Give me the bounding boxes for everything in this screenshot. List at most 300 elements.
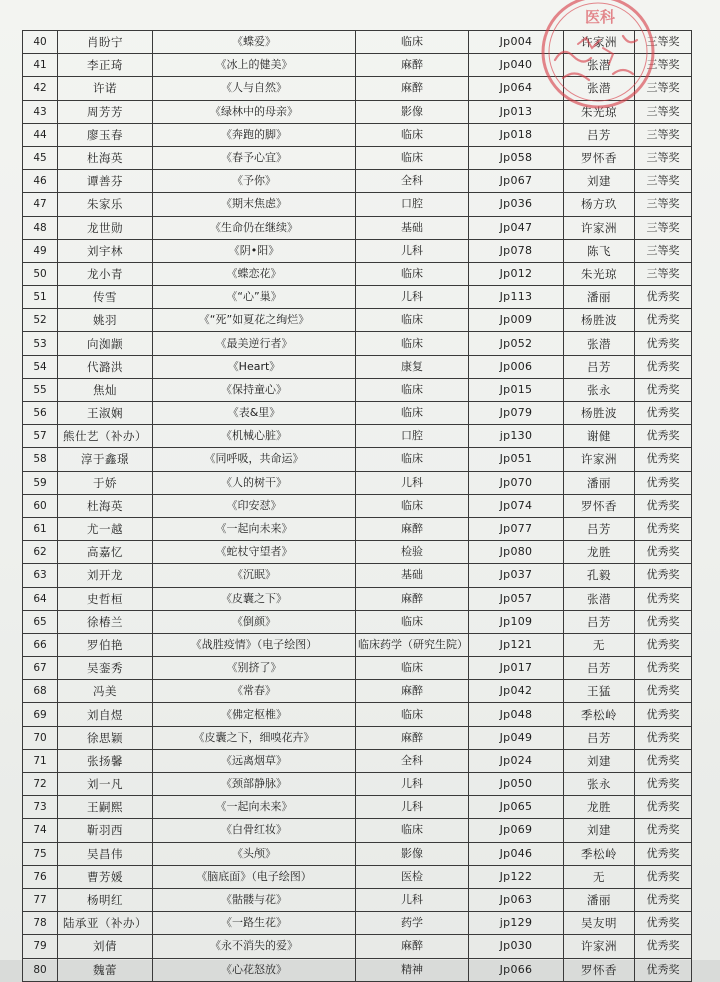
work-title-cell: 《人与自然》 xyxy=(153,77,356,100)
table-row xyxy=(23,31,692,54)
student-name-cell: 朱家乐 xyxy=(58,193,153,216)
advisor-name-cell: 刘建 xyxy=(564,819,635,842)
award-level-cell: 三等奖 xyxy=(635,54,692,77)
row-number-cell: 73 xyxy=(23,796,58,819)
work-code-cell: Jp078 xyxy=(469,239,564,262)
department-cell: 医检 xyxy=(356,865,469,888)
row-number-cell: 74 xyxy=(23,819,58,842)
award-table-body xyxy=(23,31,692,982)
department-cell: 全科 xyxy=(356,170,469,193)
award-level-cell: 优秀奖 xyxy=(635,958,692,981)
department-cell: 临床 xyxy=(356,819,469,842)
work-code-cell: Jp047 xyxy=(469,216,564,239)
work-title-cell: 《Heart》 xyxy=(153,355,356,378)
advisor-name-cell: 杨方玖 xyxy=(564,193,635,216)
table-row xyxy=(23,888,692,911)
student-name-cell: 刘开龙 xyxy=(58,564,153,587)
work-title-cell: 《春予心宜》 xyxy=(153,146,356,169)
department-cell: 临床 xyxy=(356,402,469,425)
row-number-cell: 59 xyxy=(23,471,58,494)
award-level-cell: 优秀奖 xyxy=(635,425,692,448)
advisor-name-cell: 杨胜波 xyxy=(564,309,635,332)
table-row xyxy=(23,471,692,494)
work-code-cell: Jp121 xyxy=(469,633,564,656)
table-row xyxy=(23,262,692,285)
row-number-cell: 79 xyxy=(23,935,58,958)
advisor-name-cell: 张潜 xyxy=(564,77,635,100)
student-name-cell: 龙世勋 xyxy=(58,216,153,239)
work-title-cell: 《机械心脏》 xyxy=(153,425,356,448)
student-name-cell: 靳羽西 xyxy=(58,819,153,842)
department-cell: 临床 xyxy=(356,448,469,471)
work-title-cell: 《倒颜》 xyxy=(153,610,356,633)
award-level-cell: 优秀奖 xyxy=(635,912,692,935)
work-code-cell: Jp050 xyxy=(469,773,564,796)
award-level-cell: 优秀奖 xyxy=(635,541,692,564)
row-number-cell: 72 xyxy=(23,773,58,796)
award-level-cell: 优秀奖 xyxy=(635,796,692,819)
award-table xyxy=(22,30,692,982)
work-title-cell: 《印安怼》 xyxy=(153,494,356,517)
work-code-cell: Jp051 xyxy=(469,448,564,471)
advisor-name-cell: 吕芳 xyxy=(564,355,635,378)
row-number-cell: 43 xyxy=(23,100,58,123)
advisor-name-cell: 许家洲 xyxy=(564,216,635,239)
work-code-cell: Jp109 xyxy=(469,610,564,633)
department-cell: 影像 xyxy=(356,100,469,123)
table-row xyxy=(23,378,692,401)
work-code-cell: Jp070 xyxy=(469,471,564,494)
table-row xyxy=(23,425,692,448)
advisor-name-cell: 龙胜 xyxy=(564,796,635,819)
work-title-cell: 《蛇杖守望者》 xyxy=(153,541,356,564)
student-name-cell: 张扬馨 xyxy=(58,749,153,772)
student-name-cell: 许诺 xyxy=(58,77,153,100)
table-row xyxy=(23,216,692,239)
student-name-cell: 吴昌伟 xyxy=(58,842,153,865)
work-code-cell: Jp065 xyxy=(469,796,564,819)
department-cell: 临床 xyxy=(356,703,469,726)
row-number-cell: 42 xyxy=(23,77,58,100)
advisor-name-cell: 张潜 xyxy=(564,587,635,610)
student-name-cell: 刘一凡 xyxy=(58,773,153,796)
student-name-cell: 传雪 xyxy=(58,286,153,309)
award-level-cell: 优秀奖 xyxy=(635,378,692,401)
work-title-cell: 《予你》 xyxy=(153,170,356,193)
award-level-cell: 三等奖 xyxy=(635,216,692,239)
award-level-cell: 优秀奖 xyxy=(635,309,692,332)
department-cell: 检验 xyxy=(356,541,469,564)
student-name-cell: 吴銮秀 xyxy=(58,657,153,680)
student-name-cell: 淳于鑫璟 xyxy=(58,448,153,471)
department-cell: 儿科 xyxy=(356,239,469,262)
award-level-cell: 优秀奖 xyxy=(635,564,692,587)
table-row xyxy=(23,494,692,517)
advisor-name-cell: 孔毅 xyxy=(564,564,635,587)
table-row xyxy=(23,773,692,796)
row-number-cell: 41 xyxy=(23,54,58,77)
student-name-cell: 向洳颛 xyxy=(58,332,153,355)
department-cell: 临床 xyxy=(356,262,469,285)
table-row xyxy=(23,912,692,935)
student-name-cell: 谭善芬 xyxy=(58,170,153,193)
table-row xyxy=(23,796,692,819)
advisor-name-cell: 刘建 xyxy=(564,749,635,772)
row-number-cell: 54 xyxy=(23,355,58,378)
work-code-cell: Jp046 xyxy=(469,842,564,865)
work-code-cell: Jp030 xyxy=(469,935,564,958)
advisor-name-cell: 张永 xyxy=(564,378,635,401)
stamp-text: 医科 xyxy=(585,8,616,26)
work-code-cell: Jp074 xyxy=(469,494,564,517)
advisor-name-cell: 季松岭 xyxy=(564,703,635,726)
award-level-cell: 优秀奖 xyxy=(635,657,692,680)
work-code-cell: Jp013 xyxy=(469,100,564,123)
table-row xyxy=(23,123,692,146)
work-title-cell: 《奔跑的脚》 xyxy=(153,123,356,146)
department-cell: 康复 xyxy=(356,355,469,378)
student-name-cell: 代潞洪 xyxy=(58,355,153,378)
department-cell: 麻醉 xyxy=(356,587,469,610)
department-cell: 麻醉 xyxy=(356,726,469,749)
award-level-cell: 优秀奖 xyxy=(635,749,692,772)
work-title-cell: 《保持童心》 xyxy=(153,378,356,401)
table-row xyxy=(23,680,692,703)
award-level-cell: 优秀奖 xyxy=(635,355,692,378)
award-level-cell: 三等奖 xyxy=(635,262,692,285)
work-code-cell: jp129 xyxy=(469,912,564,935)
advisor-name-cell: 罗怀香 xyxy=(564,958,635,981)
table-row xyxy=(23,355,692,378)
row-number-cell: 65 xyxy=(23,610,58,633)
row-number-cell: 52 xyxy=(23,309,58,332)
table-row xyxy=(23,54,692,77)
table-row xyxy=(23,100,692,123)
table-row xyxy=(23,77,692,100)
table-row xyxy=(23,193,692,216)
table-row xyxy=(23,819,692,842)
work-title-cell: 《一路生花》 xyxy=(153,912,356,935)
student-name-cell: 于娇 xyxy=(58,471,153,494)
row-number-cell: 67 xyxy=(23,657,58,680)
table-row xyxy=(23,309,692,332)
work-title-cell: 《常春》 xyxy=(153,680,356,703)
row-number-cell: 53 xyxy=(23,332,58,355)
award-table-container xyxy=(22,30,691,982)
work-title-cell: 《骷髅与花》 xyxy=(153,888,356,911)
table-row xyxy=(23,657,692,680)
work-title-cell: 《同呼吸，共命运》 xyxy=(153,448,356,471)
student-name-cell: 肖盼宁 xyxy=(58,31,153,54)
work-title-cell: 《一起向未来》 xyxy=(153,517,356,540)
table-row xyxy=(23,402,692,425)
student-name-cell: 陆承亚（补办） xyxy=(58,912,153,935)
student-name-cell: 王嗣熙 xyxy=(58,796,153,819)
work-title-cell: 《最美逆行者》 xyxy=(153,332,356,355)
award-level-cell: 优秀奖 xyxy=(635,633,692,656)
student-name-cell: 姚羽 xyxy=(58,309,153,332)
student-name-cell: 龙小青 xyxy=(58,262,153,285)
work-code-cell: Jp052 xyxy=(469,332,564,355)
row-number-cell: 57 xyxy=(23,425,58,448)
table-row xyxy=(23,749,692,772)
student-name-cell: 魏蕾 xyxy=(58,958,153,981)
award-level-cell: 三等奖 xyxy=(635,77,692,100)
department-cell: 临床 xyxy=(356,494,469,517)
award-level-cell: 优秀奖 xyxy=(635,610,692,633)
row-number-cell: 44 xyxy=(23,123,58,146)
advisor-name-cell: 罗怀香 xyxy=(564,494,635,517)
student-name-cell: 史哲桓 xyxy=(58,587,153,610)
work-code-cell: Jp069 xyxy=(469,819,564,842)
work-title-cell: 《表&里》 xyxy=(153,402,356,425)
table-row xyxy=(23,633,692,656)
award-level-cell: 优秀奖 xyxy=(635,286,692,309)
advisor-name-cell: 张潜 xyxy=(564,332,635,355)
work-title-cell: 《“死”如夏花之绚烂》 xyxy=(153,309,356,332)
work-code-cell: Jp017 xyxy=(469,657,564,680)
table-row xyxy=(23,448,692,471)
work-code-cell: Jp067 xyxy=(469,170,564,193)
row-number-cell: 48 xyxy=(23,216,58,239)
work-code-cell: Jp009 xyxy=(469,309,564,332)
work-title-cell: 《脑底面》（电子绘图） xyxy=(153,865,356,888)
row-number-cell: 56 xyxy=(23,402,58,425)
student-name-cell: 杨明红 xyxy=(58,888,153,911)
advisor-name-cell: 张潜 xyxy=(564,54,635,77)
advisor-name-cell: 潘丽 xyxy=(564,471,635,494)
award-level-cell: 优秀奖 xyxy=(635,448,692,471)
advisor-name-cell: 龙胜 xyxy=(564,541,635,564)
work-code-cell: Jp063 xyxy=(469,888,564,911)
row-number-cell: 78 xyxy=(23,912,58,935)
advisor-name-cell: 谢健 xyxy=(564,425,635,448)
department-cell: 临床 xyxy=(356,378,469,401)
award-level-cell: 三等奖 xyxy=(635,170,692,193)
department-cell: 儿科 xyxy=(356,471,469,494)
advisor-name-cell: 王猛 xyxy=(564,680,635,703)
student-name-cell: 廖玉春 xyxy=(58,123,153,146)
row-number-cell: 64 xyxy=(23,587,58,610)
table-row xyxy=(23,958,692,981)
row-number-cell: 75 xyxy=(23,842,58,865)
work-code-cell: Jp066 xyxy=(469,958,564,981)
work-title-cell: 《头颅》 xyxy=(153,842,356,865)
department-cell: 麻醉 xyxy=(356,935,469,958)
row-number-cell: 45 xyxy=(23,146,58,169)
student-name-cell: 曹芳媛 xyxy=(58,865,153,888)
work-code-cell: Jp122 xyxy=(469,865,564,888)
student-name-cell: 王淑娴 xyxy=(58,402,153,425)
row-number-cell: 51 xyxy=(23,286,58,309)
work-title-cell: 《颈部静脉》 xyxy=(153,773,356,796)
department-cell: 儿科 xyxy=(356,773,469,796)
table-row xyxy=(23,564,692,587)
advisor-name-cell: 无 xyxy=(564,865,635,888)
award-level-cell: 优秀奖 xyxy=(635,517,692,540)
row-number-cell: 40 xyxy=(23,31,58,54)
department-cell: 口腔 xyxy=(356,193,469,216)
advisor-name-cell: 朱光琼 xyxy=(564,262,635,285)
table-row xyxy=(23,286,692,309)
department-cell: 临床 xyxy=(356,332,469,355)
award-level-cell: 优秀奖 xyxy=(635,819,692,842)
department-cell: 麻醉 xyxy=(356,54,469,77)
table-row xyxy=(23,541,692,564)
student-name-cell: 罗伯艳 xyxy=(58,633,153,656)
work-code-cell: Jp079 xyxy=(469,402,564,425)
department-cell: 临床 xyxy=(356,309,469,332)
work-title-cell: 《蝶恋花》 xyxy=(153,262,356,285)
advisor-name-cell: 吕芳 xyxy=(564,657,635,680)
department-cell: 药学 xyxy=(356,912,469,935)
work-code-cell: Jp018 xyxy=(469,123,564,146)
work-title-cell: 《远离烟草》 xyxy=(153,749,356,772)
advisor-name-cell: 吕芳 xyxy=(564,610,635,633)
award-level-cell: 优秀奖 xyxy=(635,471,692,494)
work-title-cell: 《“心”巢》 xyxy=(153,286,356,309)
student-name-cell: 杜海英 xyxy=(58,494,153,517)
row-number-cell: 68 xyxy=(23,680,58,703)
work-title-cell: 《人的树干》 xyxy=(153,471,356,494)
work-code-cell: Jp064 xyxy=(469,77,564,100)
table-row xyxy=(23,170,692,193)
work-title-cell: 《心花怒放》 xyxy=(153,958,356,981)
advisor-name-cell: 吕芳 xyxy=(564,726,635,749)
work-title-cell: 《绿林中的母亲》 xyxy=(153,100,356,123)
row-number-cell: 77 xyxy=(23,888,58,911)
department-cell: 麻醉 xyxy=(356,517,469,540)
department-cell: 儿科 xyxy=(356,888,469,911)
department-cell: 临床 xyxy=(356,146,469,169)
award-level-cell: 优秀奖 xyxy=(635,842,692,865)
work-code-cell: Jp037 xyxy=(469,564,564,587)
advisor-name-cell: 陈飞 xyxy=(564,239,635,262)
award-level-cell: 优秀奖 xyxy=(635,494,692,517)
advisor-name-cell: 潘丽 xyxy=(564,888,635,911)
table-row xyxy=(23,935,692,958)
department-cell: 基础 xyxy=(356,564,469,587)
award-level-cell: 三等奖 xyxy=(635,239,692,262)
row-number-cell: 47 xyxy=(23,193,58,216)
row-number-cell: 70 xyxy=(23,726,58,749)
advisor-name-cell: 杨胜波 xyxy=(564,402,635,425)
row-number-cell: 69 xyxy=(23,703,58,726)
advisor-name-cell: 吴友明 xyxy=(564,912,635,935)
award-level-cell: 三等奖 xyxy=(635,146,692,169)
award-level-cell: 优秀奖 xyxy=(635,332,692,355)
student-name-cell: 尤一越 xyxy=(58,517,153,540)
department-cell: 临床药学（研究生院） xyxy=(356,633,469,656)
work-title-cell: 《冰上的健美》 xyxy=(153,54,356,77)
work-code-cell: Jp042 xyxy=(469,680,564,703)
student-name-cell: 刘自煜 xyxy=(58,703,153,726)
table-row xyxy=(23,865,692,888)
department-cell: 麻醉 xyxy=(356,77,469,100)
row-number-cell: 60 xyxy=(23,494,58,517)
student-name-cell: 熊仕艺（补办） xyxy=(58,425,153,448)
advisor-name-cell: 朱光琼 xyxy=(564,100,635,123)
department-cell: 儿科 xyxy=(356,796,469,819)
award-level-cell: 优秀奖 xyxy=(635,865,692,888)
advisor-name-cell: 许家洲 xyxy=(564,31,635,54)
work-title-cell: 《皮囊之下，细嗅花卉》 xyxy=(153,726,356,749)
student-name-cell: 周芳芳 xyxy=(58,100,153,123)
table-row xyxy=(23,587,692,610)
award-level-cell: 三等奖 xyxy=(635,100,692,123)
work-title-cell: 《皮囊之下》 xyxy=(153,587,356,610)
advisor-name-cell: 许家洲 xyxy=(564,448,635,471)
student-name-cell: 杜海英 xyxy=(58,146,153,169)
department-cell: 全科 xyxy=(356,749,469,772)
award-level-cell: 三等奖 xyxy=(635,31,692,54)
row-number-cell: 46 xyxy=(23,170,58,193)
row-number-cell: 76 xyxy=(23,865,58,888)
advisor-name-cell: 刘建 xyxy=(564,170,635,193)
work-code-cell: Jp012 xyxy=(469,262,564,285)
student-name-cell: 焦灿 xyxy=(58,378,153,401)
award-level-cell: 优秀奖 xyxy=(635,587,692,610)
work-title-cell: 《期末焦虑》 xyxy=(153,193,356,216)
advisor-name-cell: 罗怀香 xyxy=(564,146,635,169)
work-code-cell: jp130 xyxy=(469,425,564,448)
advisor-name-cell: 季松岭 xyxy=(564,842,635,865)
advisor-name-cell: 吕芳 xyxy=(564,517,635,540)
department-cell: 麻醉 xyxy=(356,680,469,703)
student-name-cell: 高嘉忆 xyxy=(58,541,153,564)
award-level-cell: 优秀奖 xyxy=(635,935,692,958)
department-cell: 临床 xyxy=(356,610,469,633)
work-code-cell: Jp057 xyxy=(469,587,564,610)
row-number-cell: 55 xyxy=(23,378,58,401)
advisor-name-cell: 许家洲 xyxy=(564,935,635,958)
work-code-cell: Jp077 xyxy=(469,517,564,540)
work-code-cell: Jp040 xyxy=(469,54,564,77)
row-number-cell: 50 xyxy=(23,262,58,285)
award-level-cell: 优秀奖 xyxy=(635,726,692,749)
work-code-cell: Jp113 xyxy=(469,286,564,309)
table-row xyxy=(23,239,692,262)
department-cell: 儿科 xyxy=(356,286,469,309)
row-number-cell: 58 xyxy=(23,448,58,471)
department-cell: 口腔 xyxy=(356,425,469,448)
row-number-cell: 61 xyxy=(23,517,58,540)
department-cell: 临床 xyxy=(356,123,469,146)
student-name-cell: 冯美 xyxy=(58,680,153,703)
row-number-cell: 62 xyxy=(23,541,58,564)
table-row xyxy=(23,332,692,355)
table-row xyxy=(23,703,692,726)
work-title-cell: 《一起向未来》 xyxy=(153,796,356,819)
award-level-cell: 三等奖 xyxy=(635,193,692,216)
work-code-cell: Jp049 xyxy=(469,726,564,749)
advisor-name-cell: 无 xyxy=(564,633,635,656)
student-name-cell: 徐椿兰 xyxy=(58,610,153,633)
work-title-cell: 《生命仍在继续》 xyxy=(153,216,356,239)
student-name-cell: 徐思颖 xyxy=(58,726,153,749)
department-cell: 临床 xyxy=(356,31,469,54)
work-title-cell: 《永不消失的爱》 xyxy=(153,935,356,958)
work-code-cell: Jp024 xyxy=(469,749,564,772)
row-number-cell: 80 xyxy=(23,958,58,981)
advisor-name-cell: 吕芳 xyxy=(564,123,635,146)
student-name-cell: 刘宇林 xyxy=(58,239,153,262)
work-title-cell: 《别挤了》 xyxy=(153,657,356,680)
table-row xyxy=(23,146,692,169)
award-level-cell: 优秀奖 xyxy=(635,402,692,425)
award-level-cell: 三等奖 xyxy=(635,123,692,146)
advisor-name-cell: 张永 xyxy=(564,773,635,796)
